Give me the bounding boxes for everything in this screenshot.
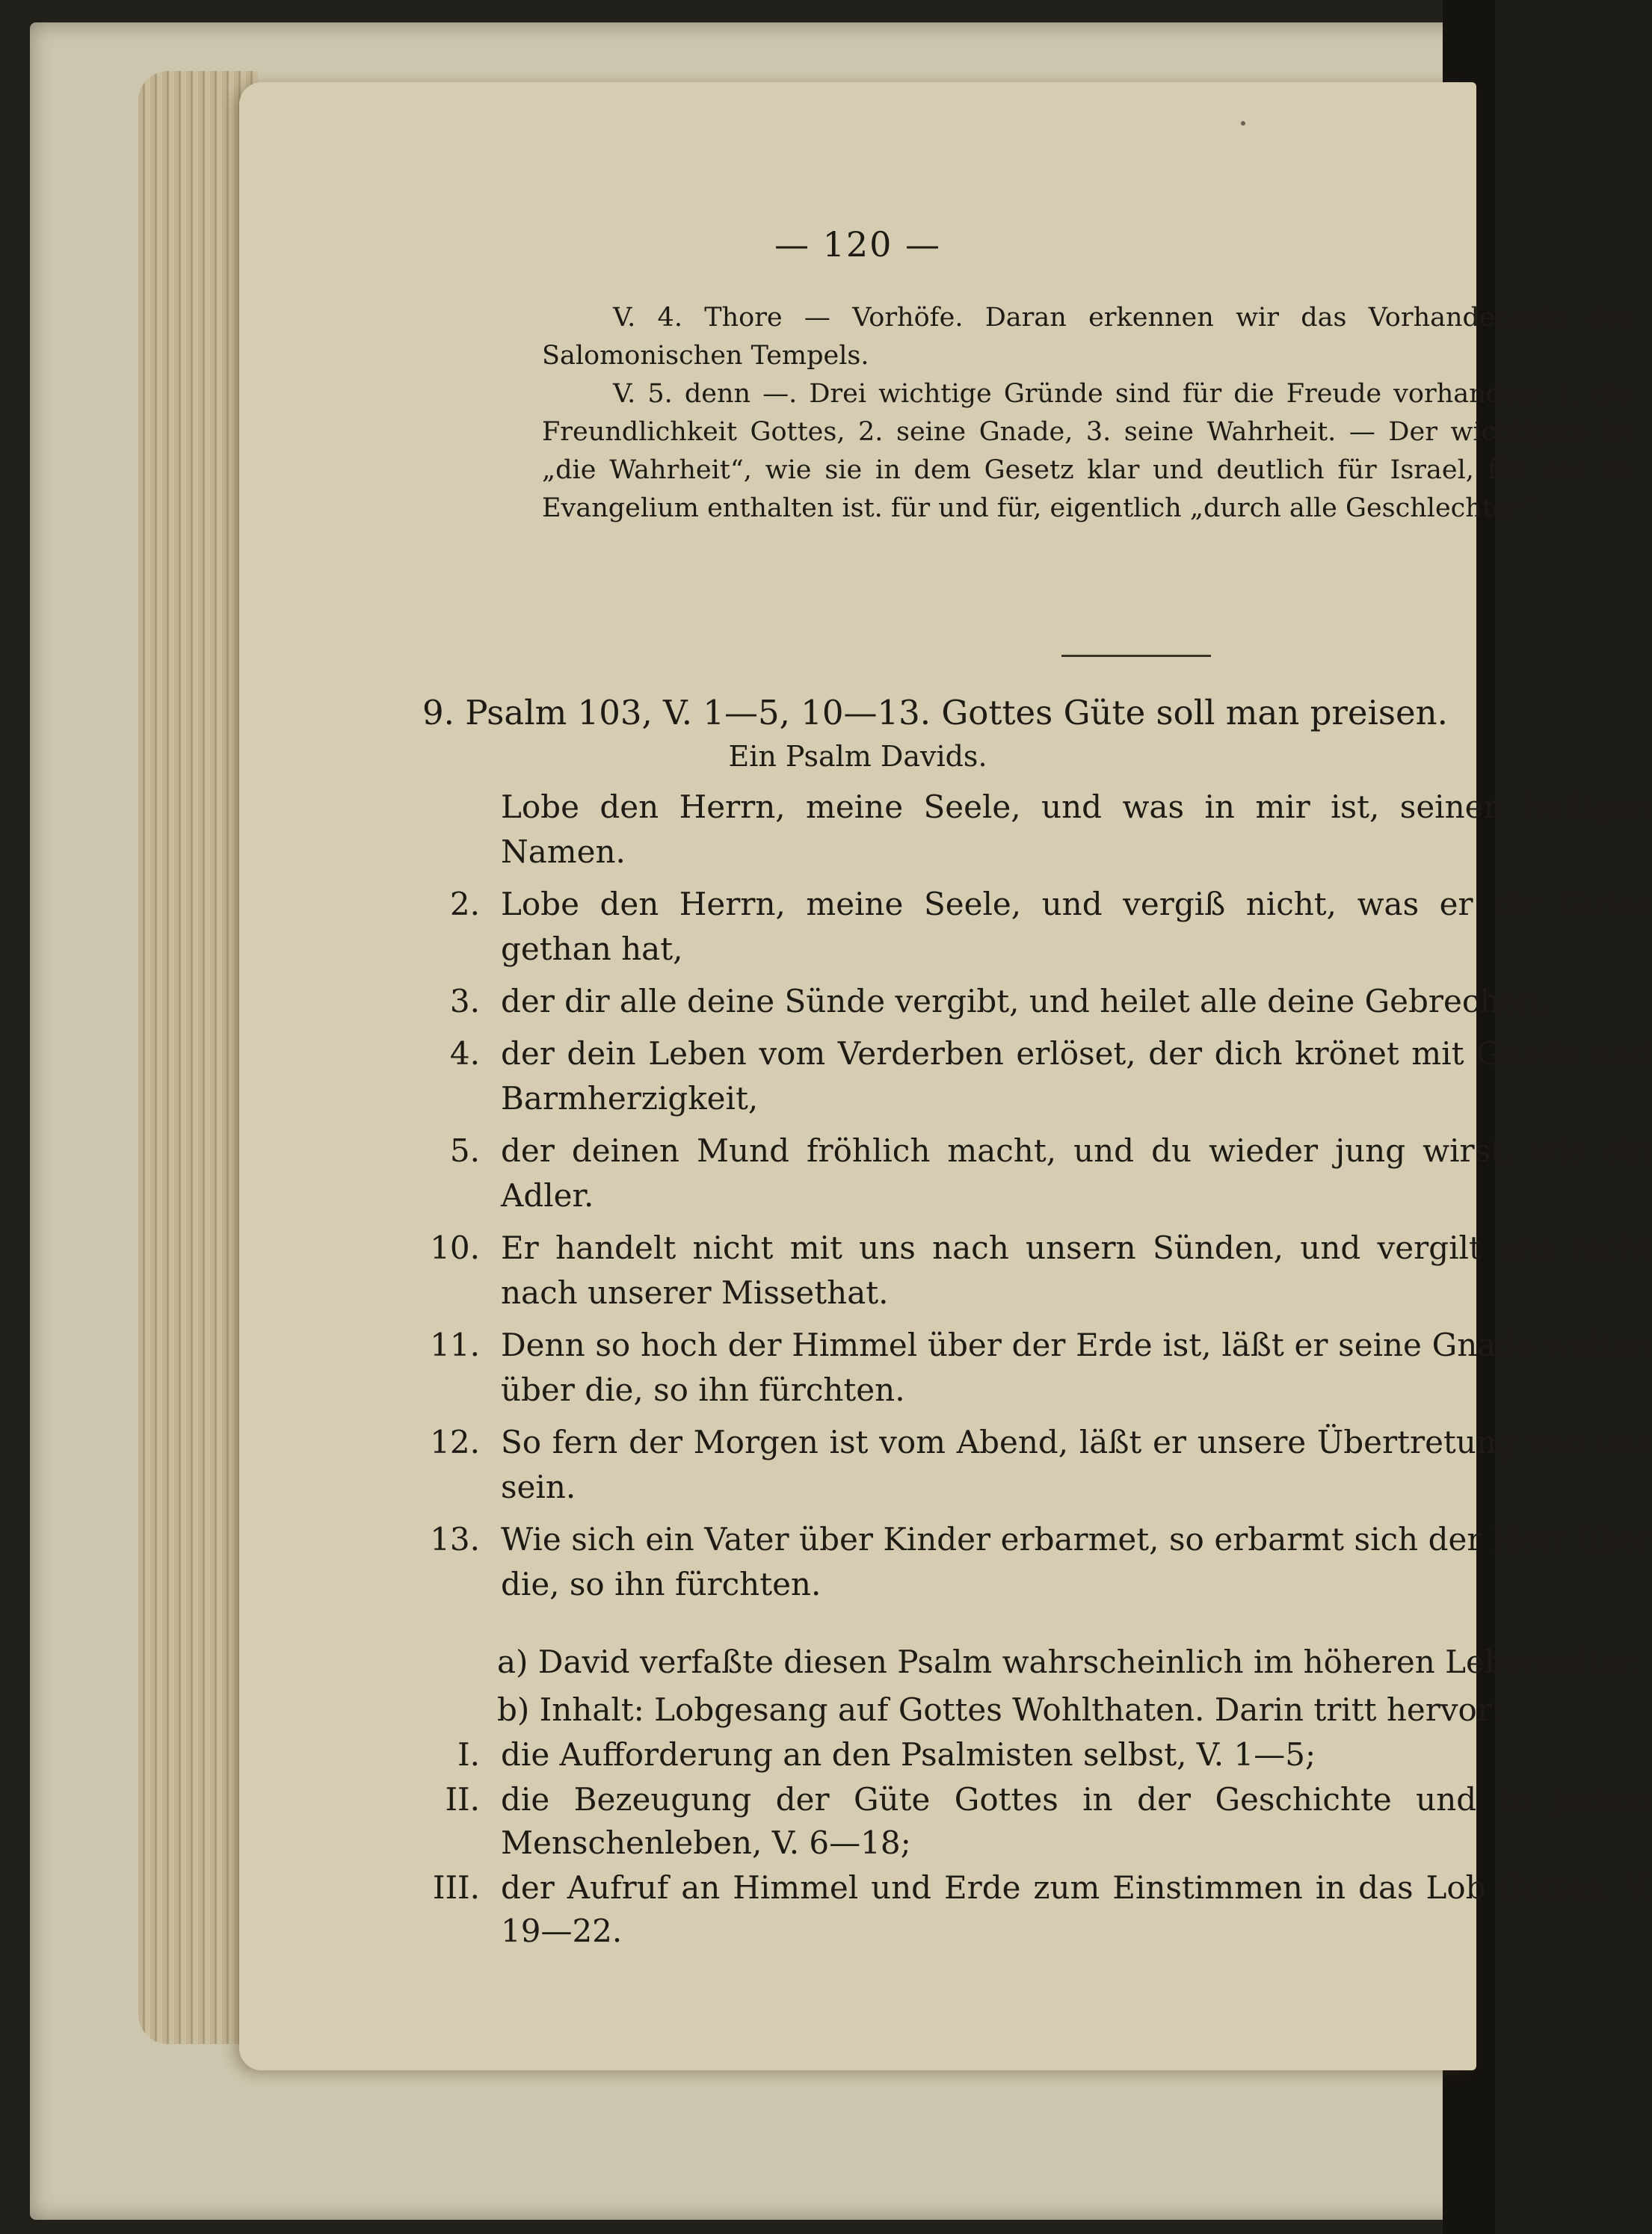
verse-text: der deinen Mund fröhlich macht, und du wieder jung wirst, wie ein Adler.: [501, 1132, 1652, 1214]
verse-number: 4.: [449, 1035, 480, 1072]
verse-number: 2.: [449, 886, 480, 922]
page-number: — 120 —: [774, 224, 942, 265]
point-number: I.: [457, 1736, 480, 1773]
verse: [422, 882, 1652, 972]
content-point: [419, 1866, 1652, 1953]
verse: [422, 979, 1652, 1024]
verse-text: der dein Leben vom Verderben erlöset, der dich krönet mit Gnade und Barmherzigkeit,: [501, 1035, 1652, 1117]
verse-number: 13.: [430, 1521, 480, 1558]
commentary-v5: V. 5. denn —. Drei wichtige Gründe sind für die Freude vorhanden: 1. die Freundlichkeit Gottes, 2. seine Gnade, 3. seine Wahrheit. — Der wichtigste ist „die Wahrheit“, wie sie in dem Gesetz klar und deutlich für Israel, für uns im Evangelium enthalten ist. für und für, eigentlich „durch alle Geschlechter“.: [542, 379, 1633, 523]
verse-number: 11.: [430, 1327, 480, 1363]
verse-text: Denn so hoch der Himmel über der Erde ist, läßt er seine Gnade walten über die, so ihn fürchten.: [501, 1327, 1652, 1408]
section-subtitle: Ein Psalm Davids.: [728, 740, 987, 773]
point-text: der Aufruf an Himmel und Erde zum Einstimmen in das Lob Gottes, V. 19—22.: [501, 1869, 1652, 1949]
verse: [422, 785, 1652, 874]
content-point: [419, 1733, 1652, 1777]
note-b: b) Inhalt: Lobgesang auf Gottes Wohlthaten. Darin tritt hervor:: [497, 1691, 1503, 1728]
point-text: die Aufforderung an den Psalmisten selbst, V. 1—5;: [501, 1736, 1316, 1773]
book-page: [239, 82, 1652, 2070]
verse-text: Wie sich ein Vater über Kinder erbarmet, so erbarmt sich der Herr über die, so ihn fürchten.: [501, 1521, 1652, 1602]
content-point: [419, 1778, 1652, 1865]
verse-number: 10.: [430, 1229, 480, 1266]
commentary-v4: V. 4. Thore — Vorhöfe. Daran erkennen wir das Vorhandensein des Salomonischen Tempels.: [542, 303, 1633, 371]
point-text: die Bezeugung der Güte Gottes in der Geschichte und in jedem Menschenleben, V. 6—18;: [501, 1781, 1652, 1861]
section-heading: 9. Psalm 103, V. 1—5, 10—13. Gottes Güte soll man preisen.: [422, 693, 1448, 732]
verse-text: der dir alle deine Sünde vergibt, und heilet alle deine Gebrechen,: [501, 983, 1549, 1019]
verse-text: So fern der Morgen ist vom Abend, läßt er unsere Übertretung von uns sein.: [501, 1424, 1652, 1505]
verse: [422, 1517, 1652, 1607]
notes-block: [419, 1641, 1652, 1953]
verse: [422, 1031, 1652, 1121]
point-number: III.: [432, 1869, 480, 1906]
verse-text: Er handelt nicht mit uns nach unsern Sünden, und vergilt uns nicht nach unserer Missethat.: [501, 1229, 1652, 1311]
commentary-block: [542, 299, 1633, 528]
verse-text: Lobe den Herrn, meine Seele, und vergiß nicht, was er dir Gutes gethan hat,: [501, 886, 1652, 967]
section-divider: [1061, 655, 1211, 657]
note-a: a) David verfaßte diesen Psalm wahrscheinlich im höheren Lebensalter.: [497, 1644, 1642, 1680]
point-number: II.: [445, 1781, 480, 1818]
verse: [422, 1129, 1652, 1218]
verse-number: 3.: [449, 983, 480, 1019]
verse-number: 5.: [449, 1132, 480, 1169]
verse-text: Lobe den Herrn, meine Seele, und was in mir ist, seinen heiligen Namen.: [501, 789, 1652, 870]
page-text: [239, 82, 1652, 2070]
psalm-verses: [422, 785, 1652, 1614]
verse: [422, 1420, 1652, 1510]
verse: [422, 1323, 1652, 1413]
verse-number: 12.: [430, 1424, 480, 1460]
verse: [422, 1226, 1652, 1315]
